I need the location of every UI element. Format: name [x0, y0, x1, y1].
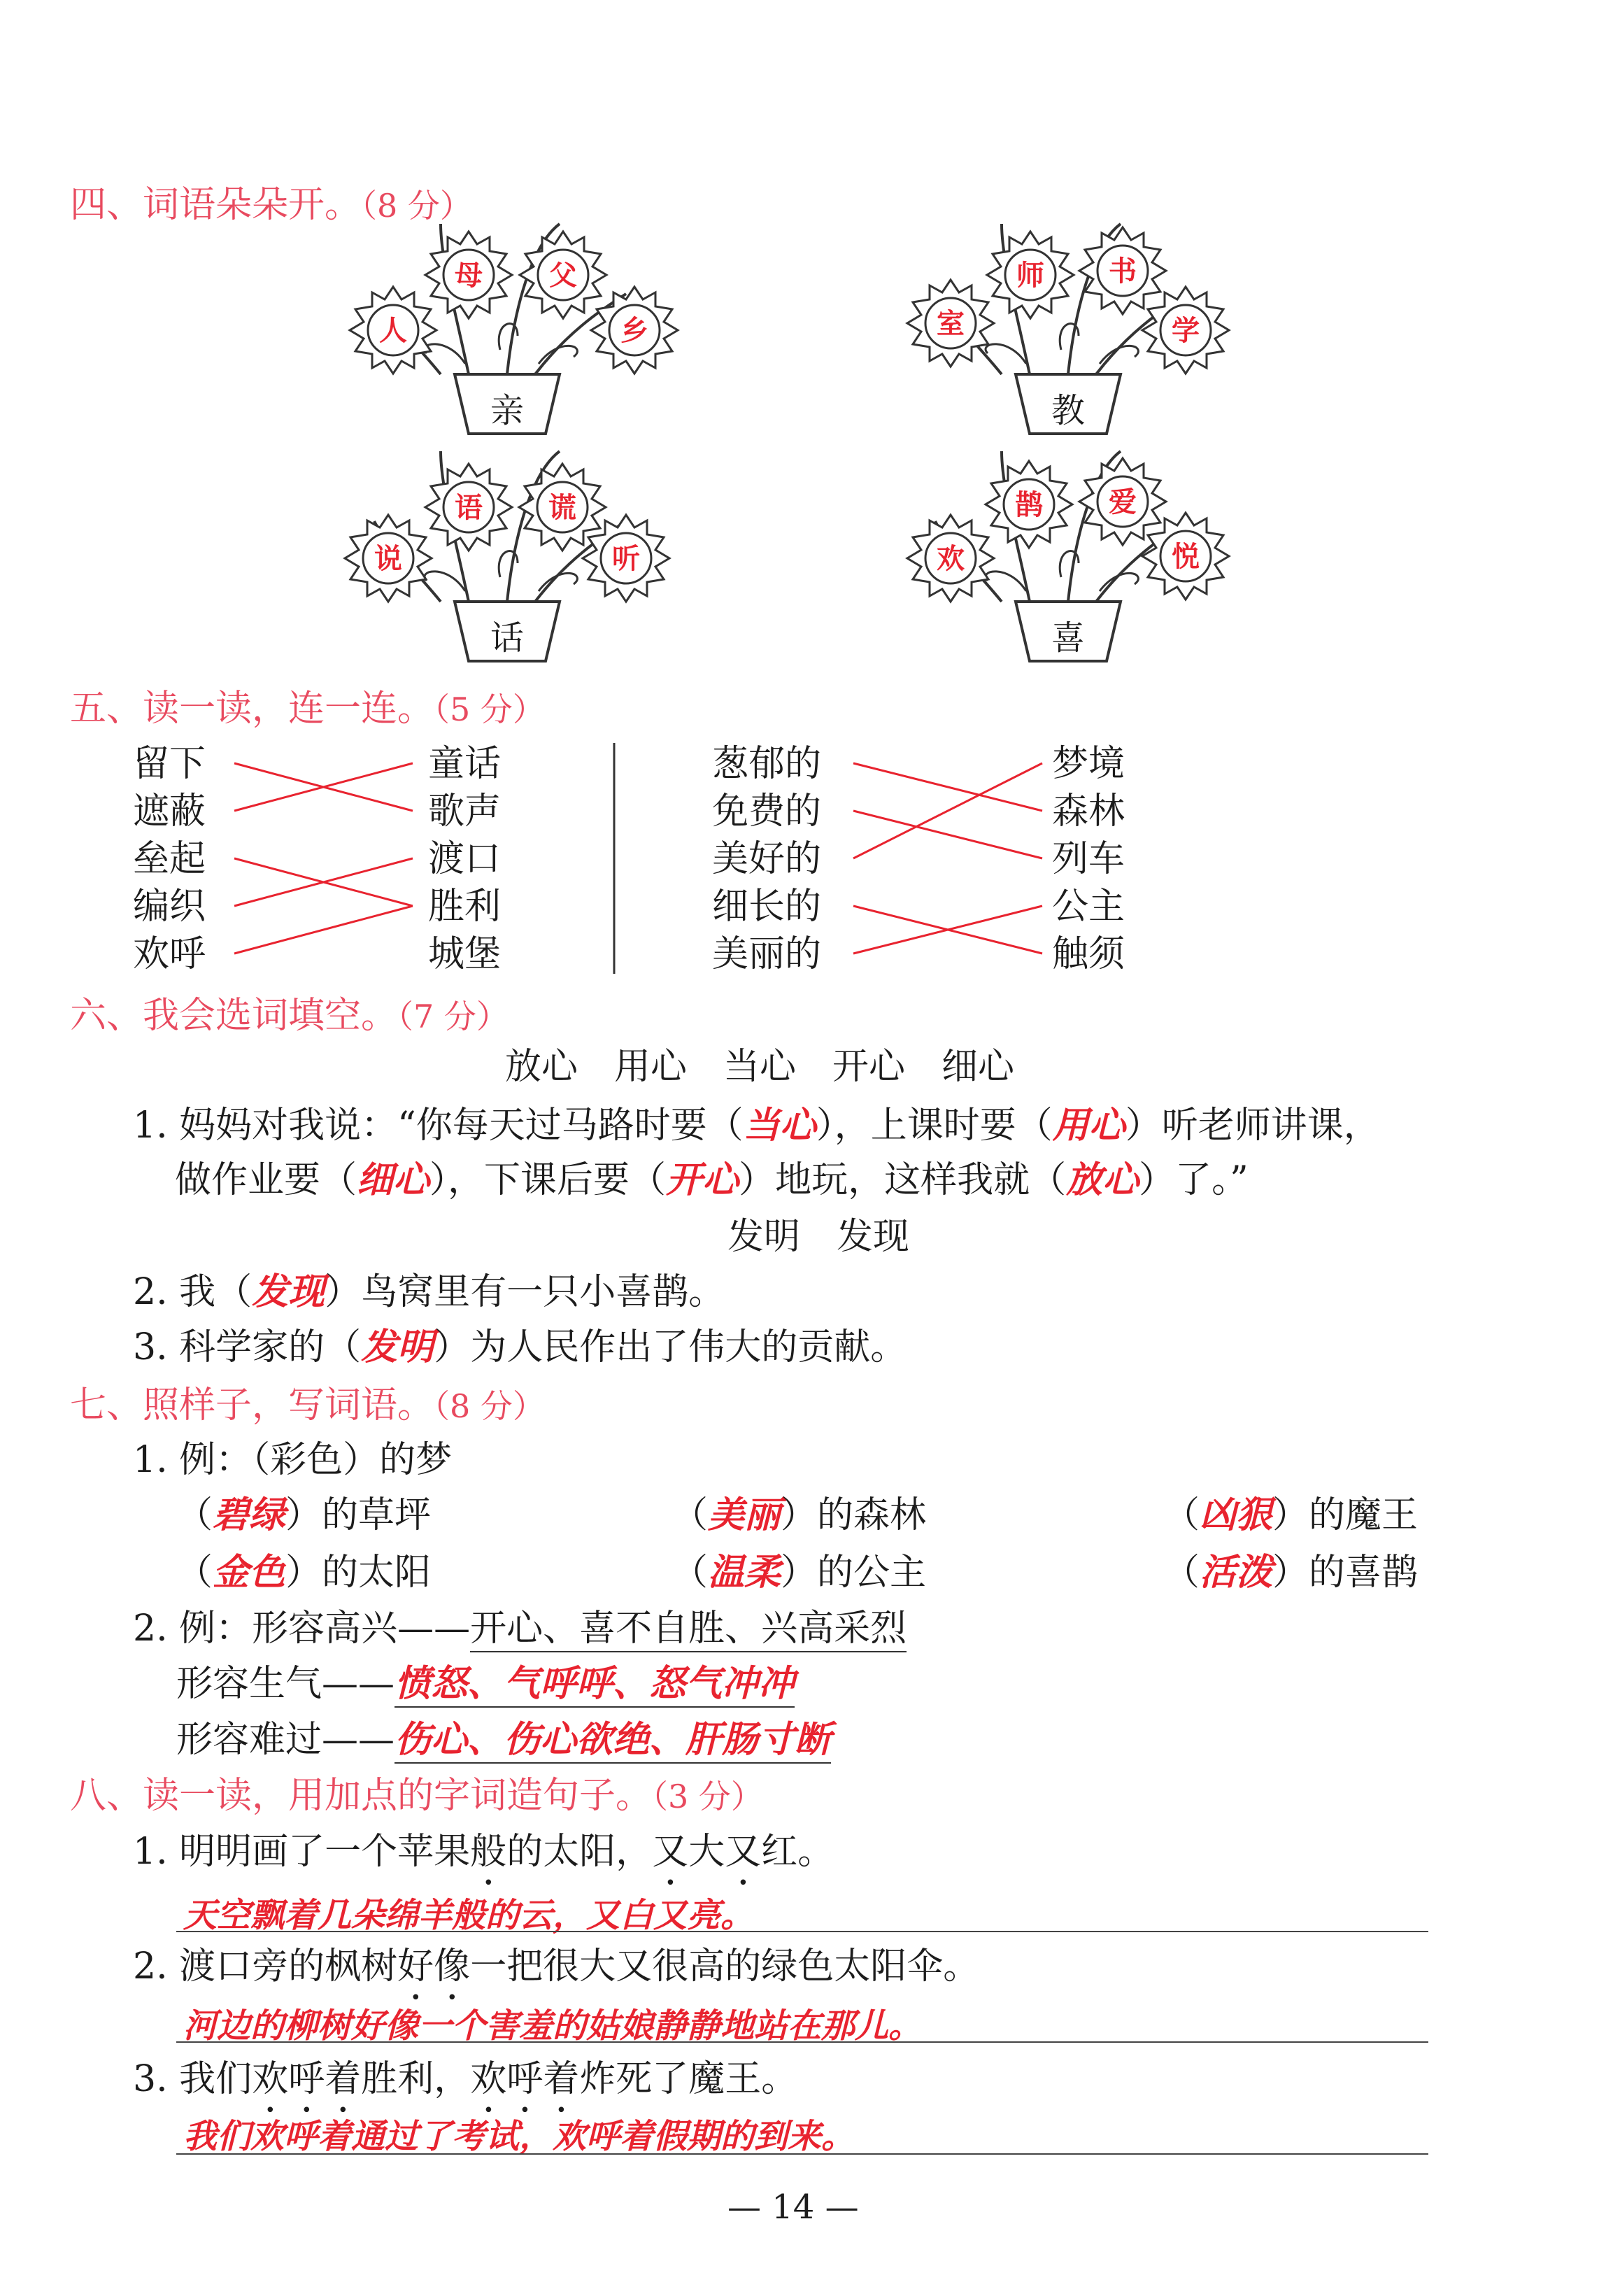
pot-label-1: 亲	[490, 391, 525, 430]
word-item: 葱郁的	[712, 743, 822, 785]
answer-blank: 伤心、伤心欲绝、肝肠寸断	[395, 1719, 831, 1764]
svg-text:人: 人	[379, 315, 407, 347]
word-item: 遮蔽	[133, 791, 206, 832]
q1-line-1: 1. 妈妈对我说：“你每天过马路时要（当心），上课时要（用心）听老师讲课，	[133, 1105, 1380, 1147]
wordbank-1: 放心 用心 当心 开心 细心	[505, 1046, 1015, 1088]
describe-angry: 形容生气——愤怒、气呼呼、怒气冲冲	[176, 1659, 795, 1708]
answer-blank: 愤怒、气呼呼、怒气冲冲	[395, 1663, 795, 1708]
page-number: — 14 —	[727, 2188, 859, 2227]
section4-heading: 四、词语朵朵开。（8 分）	[70, 184, 472, 226]
q1-line-2: 做作业要（细心），下课后要（开心）地玩，这样我就（放心）了。”	[175, 1159, 1249, 1201]
word-item: 免费的	[712, 791, 822, 832]
example-2: 2. 例：形容高兴——开心、喜不自胜、兴高采烈	[133, 1604, 907, 1653]
word-item: 美好的	[712, 838, 822, 880]
answer-rule-2	[176, 2041, 1428, 2043]
match-line	[234, 906, 413, 954]
word-item: 编织	[133, 886, 206, 928]
svg-text:学: 学	[1172, 315, 1200, 347]
pot-label-2: 教	[1051, 391, 1086, 430]
answer-blank: 发明	[361, 1326, 434, 1368]
svg-text:母: 母	[455, 260, 483, 292]
sentence-3: 3. 我们欢呼着胜利，欢呼着炸死了魔王。	[133, 2058, 798, 2100]
answer-blank: 当心	[743, 1105, 816, 1147]
match-line	[853, 763, 1042, 858]
word-item: 欢呼	[133, 933, 206, 975]
q2-line: 2. 我（发现）鸟窝里有一只小喜鹊。	[133, 1271, 725, 1313]
svg-text:悦: 悦	[1172, 541, 1200, 573]
word-item: 渡口	[428, 838, 502, 880]
svg-text:室: 室	[937, 308, 965, 340]
answer-blank: 细心	[357, 1159, 430, 1201]
describe-sad: 形容难过——伤心、伤心欲绝、肝肠寸断	[176, 1715, 831, 1764]
section5-heading: 五、读一读，连一连。（5 分）	[70, 688, 545, 730]
sentence-2-answer: 河边的柳树好像一个害羞的姑娘静静地站在那儿。	[183, 2006, 923, 2046]
svg-text:欢: 欢	[937, 543, 965, 575]
word-item: 胜利	[428, 886, 502, 928]
sentence-2: 2. 渡口旁的枫树好像一把很大又很高的绿色太阳伞。	[133, 1946, 980, 1987]
sentence-1: 1. 明明画了一个苹果般的太阳，又大又红。	[133, 1831, 834, 1873]
answer-blank: 发现	[252, 1271, 325, 1313]
adj-item-5: （温柔）的公主	[671, 1552, 927, 1594]
word-item: 垒起	[133, 838, 206, 880]
adj-item-6: （活泼）的喜鹊	[1163, 1552, 1419, 1594]
section7-heading: 七、照样子，写词语。（8 分）	[70, 1384, 545, 1426]
svg-text:语: 语	[455, 492, 483, 524]
example-1: 1. 例：（彩色）的梦	[133, 1439, 453, 1481]
word-item: 列车	[1052, 838, 1125, 880]
word-item: 公主	[1052, 886, 1125, 928]
word-item: 梦境	[1052, 743, 1125, 785]
svg-text:鹊: 鹊	[1015, 489, 1043, 521]
word-item: 触须	[1052, 933, 1125, 975]
sentence-3-answer: 我们欢呼着通过了考试，欢呼着假期的到来。	[183, 2117, 855, 2156]
word-item: 留下	[133, 743, 206, 785]
pot-label-4: 喜	[1051, 618, 1086, 658]
word-item: 歌声	[428, 791, 502, 832]
svg-text:师: 师	[1016, 260, 1044, 292]
match-answer-lines	[234, 763, 1042, 954]
sentence-1-answer: 天空飘着几朵绵羊般的云，又白又亮。	[183, 1896, 755, 1935]
word-item: 城堡	[428, 933, 502, 975]
wordbank-2: 发明 发现	[727, 1216, 910, 1258]
q3-line: 3. 科学家的（发明）为人民作出了伟大的贡献。	[133, 1326, 907, 1368]
word-item: 美丽的	[712, 933, 822, 975]
answer-rule-1	[176, 1931, 1428, 1932]
answer-blank: 用心	[1052, 1105, 1125, 1147]
match-line	[853, 811, 1042, 858]
match-lines-svg	[0, 0, 1606, 993]
svg-text:乡: 乡	[620, 315, 648, 347]
pot-label-3: 话	[490, 618, 525, 658]
svg-text:父: 父	[549, 260, 577, 292]
word-item: 细长的	[712, 886, 822, 928]
svg-text:谎: 谎	[548, 492, 576, 524]
match-line	[853, 763, 1042, 811]
adj-item-4: （金色）的太阳	[176, 1552, 432, 1594]
section6-heading: 六、我会选词填空。（7 分）	[70, 995, 509, 1037]
answer-rule-3	[176, 2153, 1428, 2155]
answer-blank: 放心	[1066, 1159, 1139, 1201]
answer-blank: 开心	[666, 1159, 739, 1201]
svg-text:听: 听	[612, 543, 640, 575]
word-item: 森林	[1052, 791, 1125, 832]
adj-item-2: （美丽）的森林	[671, 1494, 927, 1536]
adj-item-3: （凶狠）的魔王	[1163, 1494, 1419, 1536]
adj-item-1: （碧绿）的草坪	[176, 1494, 432, 1536]
section8-heading: 八、读一读，用加点的字词造句子。（3 分）	[70, 1775, 763, 1817]
word-item: 童话	[428, 743, 502, 785]
svg-text:爱: 爱	[1109, 486, 1137, 518]
svg-text:说: 说	[374, 543, 402, 575]
svg-text:书: 书	[1109, 255, 1137, 288]
